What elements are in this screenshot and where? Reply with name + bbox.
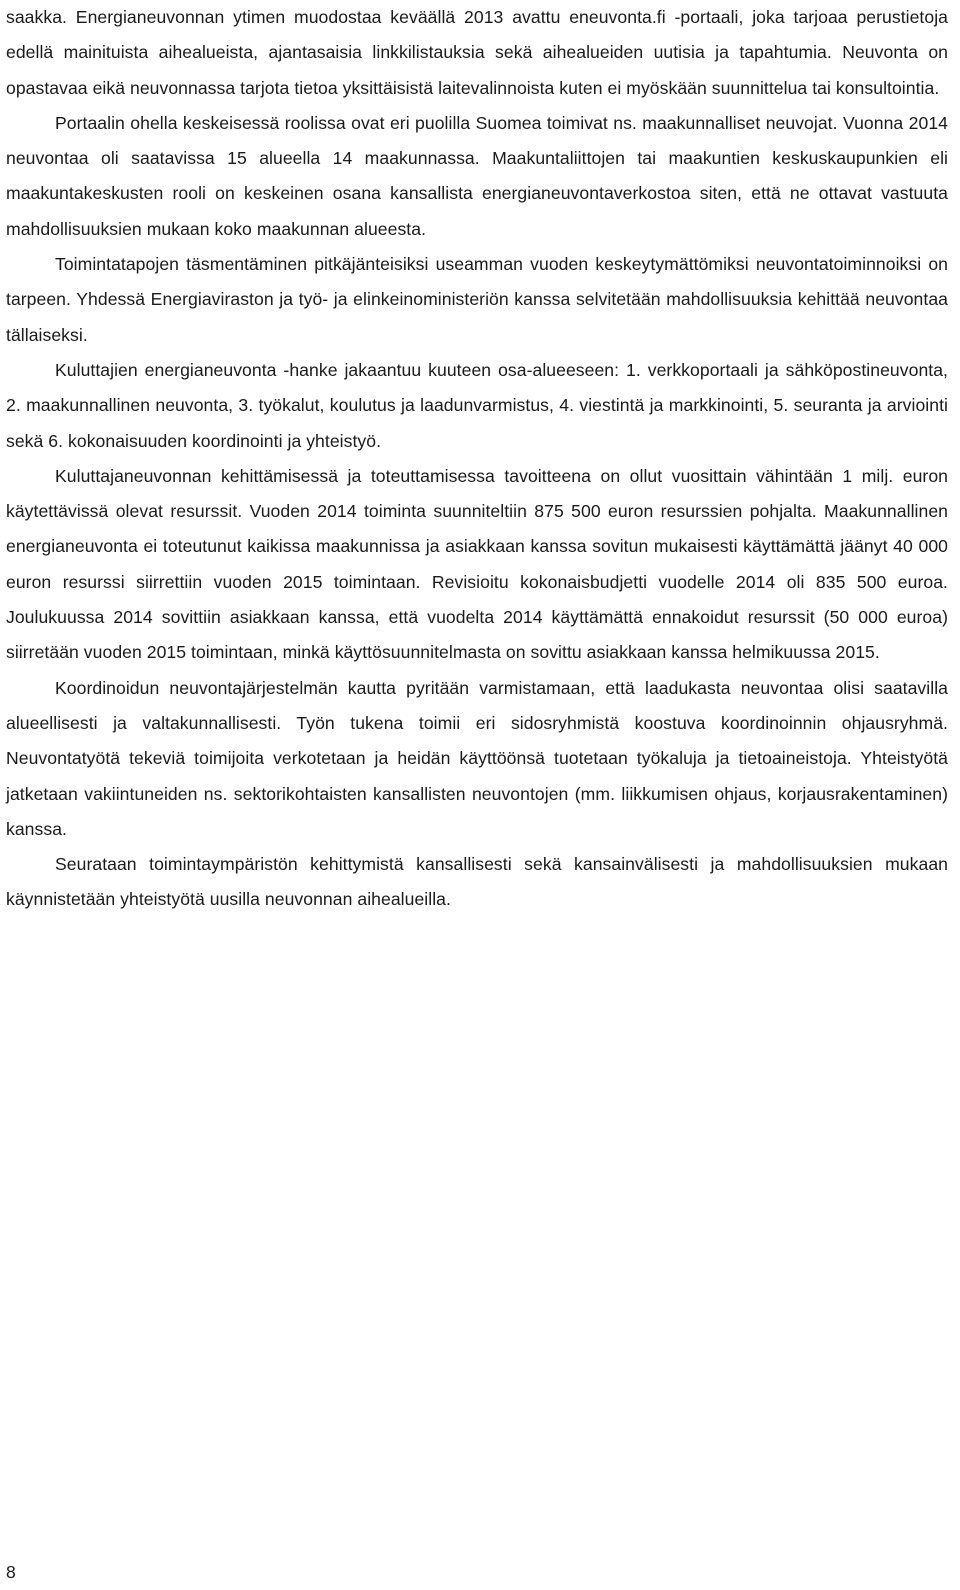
document-page — [6, 0, 948, 918]
paragraph-regional-advisors: Portaalin ohella keskeisessä roolissa ovat eri puolilla Suomea toimivat ns. maakunnalliset neuvojat. Vuonna 2014 neuvontaa oli saatavissa 15 alueella 14 maakunnassa. Maakuntaliittojen tai maakuntien keskuskaupunkien eli maakuntakeskusten rooli on keskeinen osana kansallista energianeuvontaverkostoa siten, että ne ottavat vastuuta mahdollisuuksien mukaan koko maakunnan alueesta. — [6, 112, 948, 239]
paragraph-operating-methods: Toimintatapojen täsmentäminen pitkäjänteisiksi useamman vuoden keskeytymättömiksi neuvontatoiminnoiksi on tarpeen. Yhdessä Energiaviraston ja työ- ja elinkeinoministeriön kanssa selvitetään mahdollisuuksia kehittää neuvontaa tällaiseksi. — [6, 254, 948, 345]
paragraph-resources: Kuluttajaneuvonnan kehittämisessä ja toteuttamisessa tavoitteena on ollut vuosittain vähintään 1 milj. euron käytettävissä olevat resurssit. Vuoden 2014 toiminta suunniteltiin 875 500 euron resurssien pohjalta. Maakunnallinen energianeuvonta ei toteutunut kaikissa maakunnissa ja asiakkaan kanssa sovitun mukaisesti käyttämättä jäänyt 40 000 euron resurssi siirrettiin vuoden 2015 toimintaan. Revisioitu kokonaisbudjetti vuodelle 2014 oli 835 500 euroa. Joulukuussa 2014 sovittiin asiakkaan kanssa, että vuodelta 2014 käyttämättä ennakoidut resurssit (50 000 euroa) siirretään vuoden 2015 toimintaan, minkä käyttösuunnitelmasta on sovittu asiakkaan kanssa helmikuussa 2015. — [6, 465, 948, 663]
page-number: 8 — [6, 1562, 16, 1582]
paragraph-project-areas: Kuluttajien energianeuvonta -hanke jakaantuu kuuteen osa-alueeseen: 1. verkkoportaali ja sähköpostineuvonta, 2. maakunnallinen neuvonta, 3. työkalut, koulutus ja laadunvarmistus, 4. viestintä ja markkinointi, 5. seuranta ja arviointi sekä 6. kokonaisuuden koordinointi ja yhteistyö. — [6, 359, 948, 451]
paragraph-portal-intro: saakka. Energianeuvonnan ytimen muodostaa keväällä 2013 avattu eneuvonta.fi -portaali, joka tarjoaa perustietoja edellä mainituista aihealueista, ajantasaisia linkkilistauksia sekä aihealueiden uutisia ja tapahtumia. Neuvonta on opastavaa eikä neuvonnassa tarjota tietoa yksittäisistä laitevalinnoista kuten ei myöskään suunnittelua tai konsultointia. — [6, 7, 948, 98]
paragraph-monitoring: Seurataan toimintaympäristön kehittymistä kansallisesti sekä kansainvälisesti ja mahdollisuuksien mukaan käynnistetään yhteistyötä uusilla neuvonnan aihealueilla. — [6, 854, 948, 910]
paragraph-coordination: Koordinoidun neuvontajärjestelmän kautta pyritään varmistamaan, että laadukasta neuvontaa olisi saatavilla alueellisesti ja valtakunnallisesti. Työn tukena toimii eri sidosryhmistä koostuva koordinoinnin ohjausryhmä. Neuvontatyötä tekeviä toimijoita verkotetaan ja heidän käyttöönsä tuotetaan työkaluja ja tietoaineistoja. Yhteistyötä jatketaan vakiintuneiden ns. sektorikohtaisten kansallisten neuvontojen (mm. liikkumisen ohjaus, korjausrakentaminen) kanssa. — [6, 677, 948, 839]
